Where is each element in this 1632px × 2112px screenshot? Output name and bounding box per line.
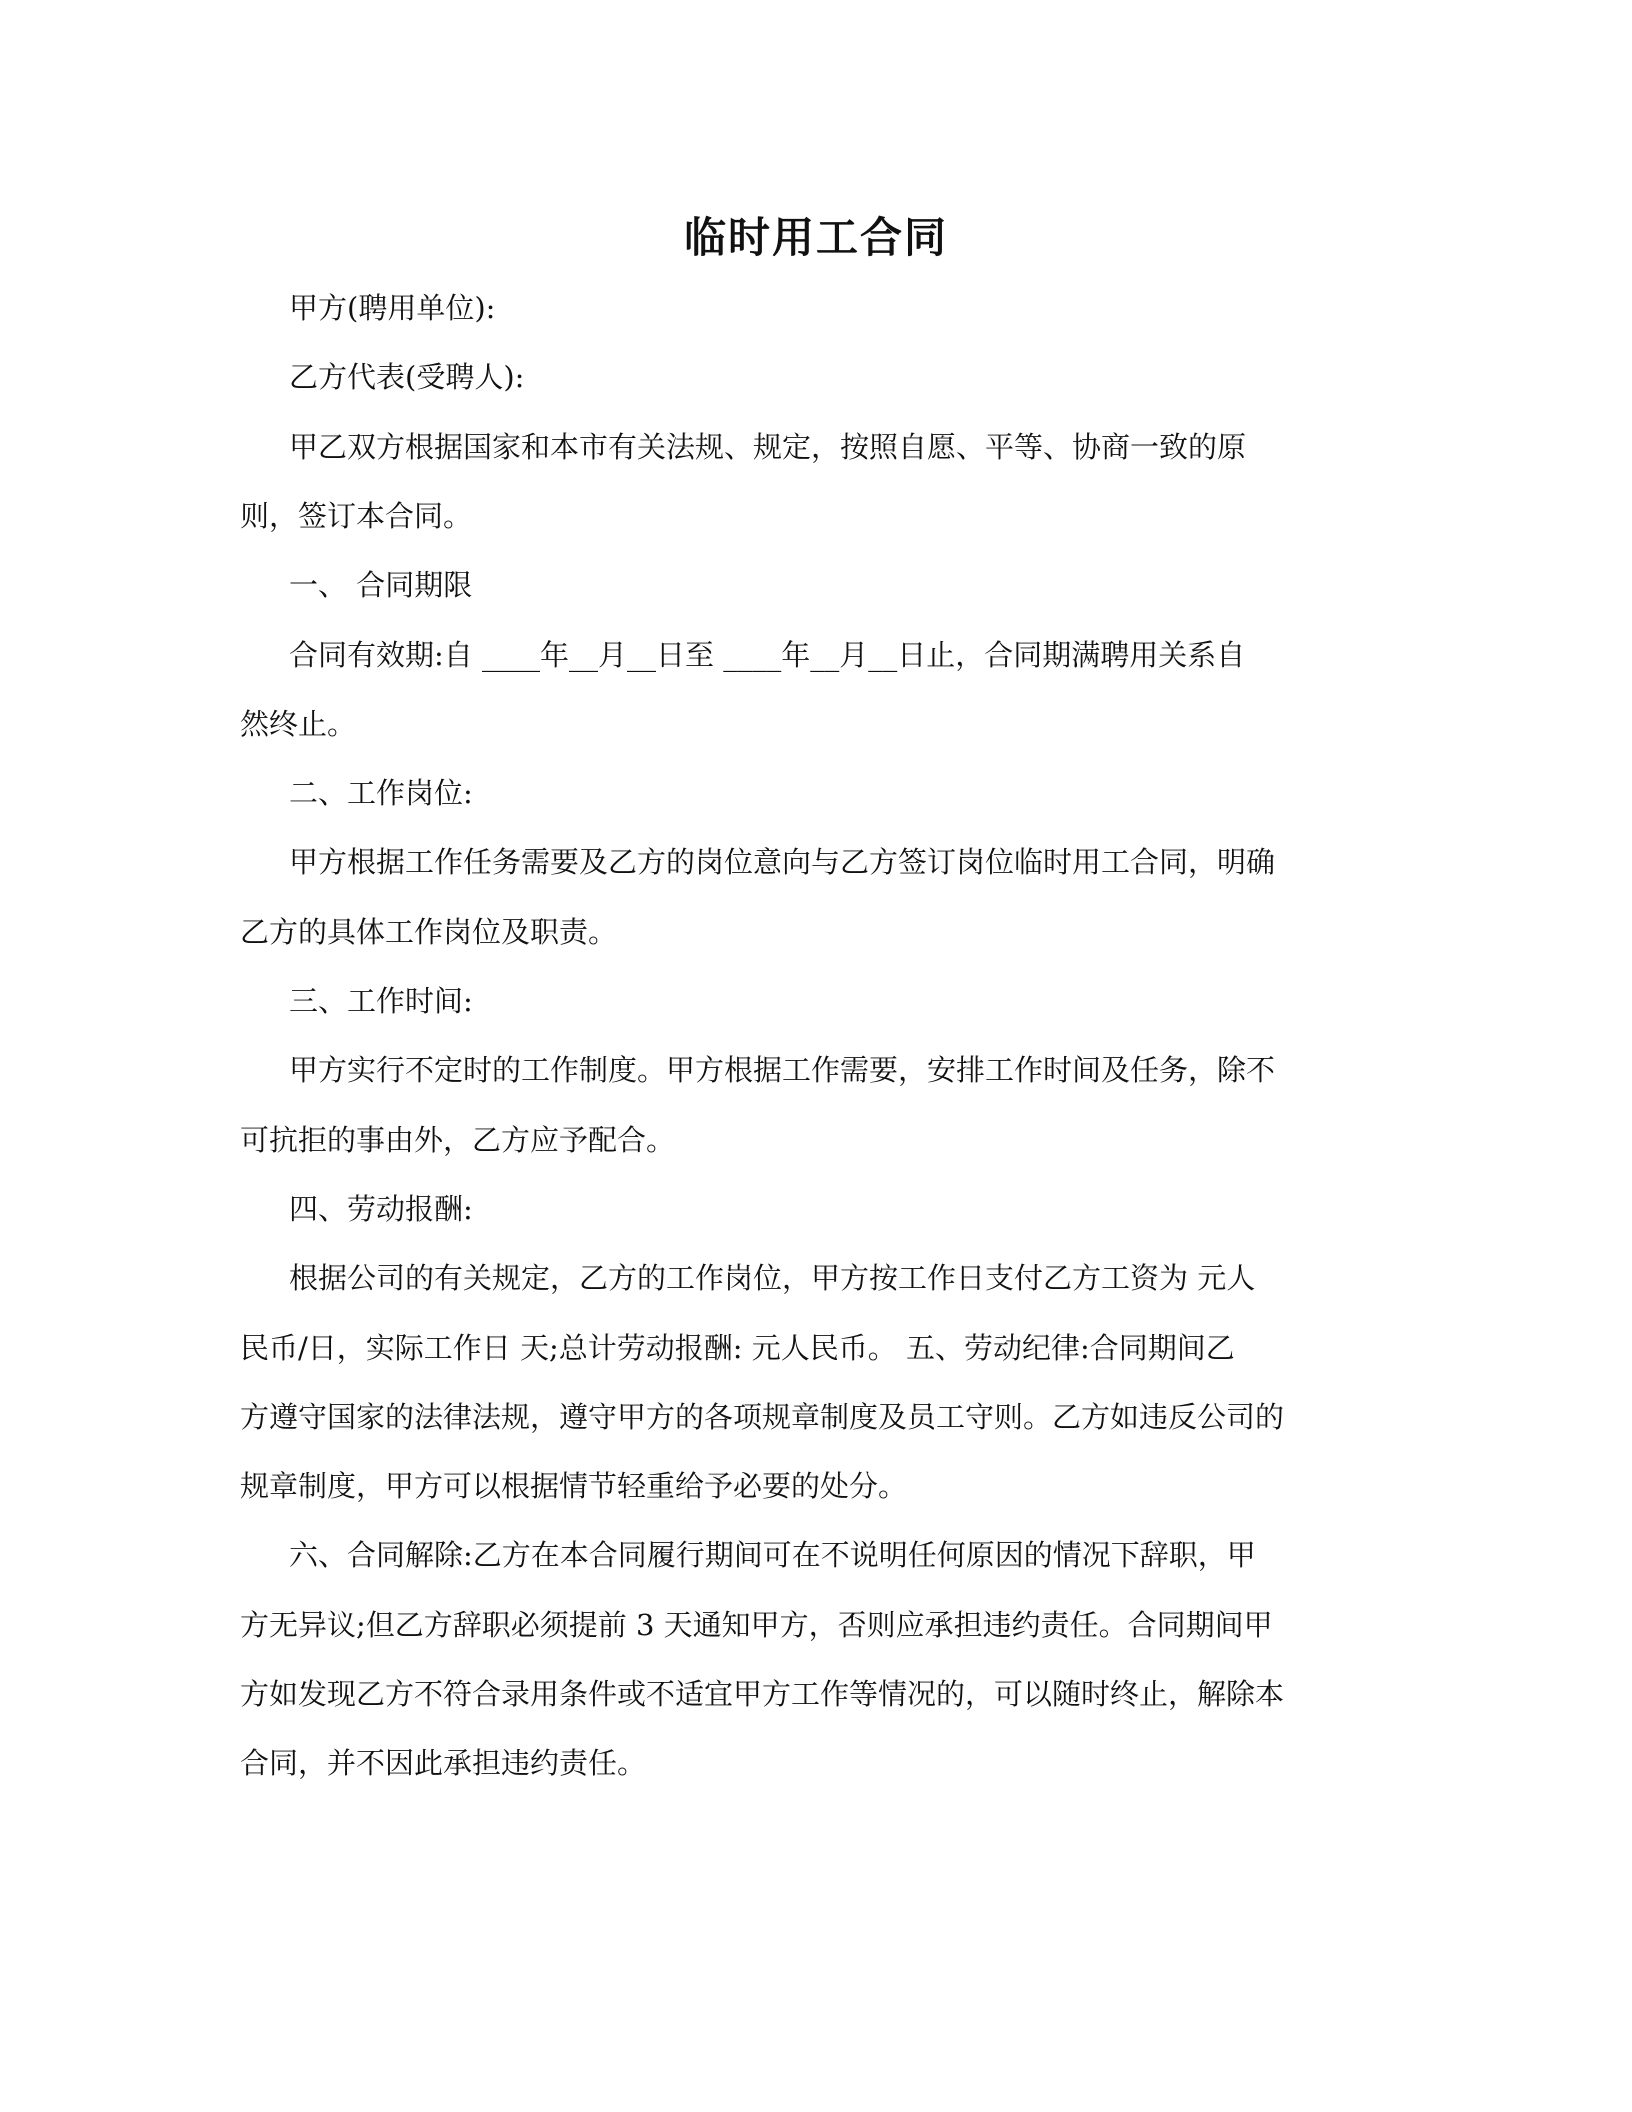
text-line: 甲乙双方根据国家和本市有关法规、规定，按照自愿、平等、协商一致的原 bbox=[289, 429, 1247, 464]
text-line: 合同，并不因此承担违约责任。 bbox=[240, 1746, 647, 1781]
text-line: 然终止。 bbox=[240, 706, 357, 741]
text-line: 规章制度，甲方可以根据情节轻重给予必要的处分。 bbox=[240, 1469, 908, 1504]
text-line: 甲方根据工作任务需要及乙方的岗位意向与乙方签订岗位临时用工合同，明确 bbox=[289, 845, 1276, 880]
text-line: 可抗拒的事由外，乙方应予配合。 bbox=[240, 1122, 676, 1157]
text-line: 根据公司的有关规定，乙方的工作岗位，甲方按工作日支付乙方工资为 元人 bbox=[289, 1261, 1256, 1296]
text-line: 甲方实行不定时的工作制度。甲方根据工作需要，安排工作时间及任务，除不 bbox=[289, 1053, 1276, 1088]
text-line: 方无异议;但乙方辞职必须提前 3 天通知甲方，否则应承担违约责任。合同期间甲 bbox=[240, 1607, 1273, 1642]
text-line: 六、合同解除:乙方在本合同履行期间可在不说明任何原因的情况下辞职，甲 bbox=[289, 1538, 1256, 1573]
text-line: 甲方(聘用单位): bbox=[289, 291, 496, 325]
text-line: 三、工作时间: bbox=[289, 984, 473, 1018]
document-title: 临时用工合同 bbox=[683, 213, 948, 262]
text-line: 方遵守国家的法律法规，遵守甲方的各项规章制度及员工守则。乙方如违反公司的 bbox=[240, 1399, 1285, 1434]
text-line: 方如发现乙方不符合录用条件或不适宜甲方工作等情况的，可以随时终止，解除本 bbox=[240, 1677, 1285, 1711]
text-line: 一、 合同期限 bbox=[289, 568, 473, 603]
text-line: 乙方的具体工作岗位及职责。 bbox=[240, 914, 618, 949]
text-line: 合同有效期:自 ____年__月__日至 ____年__月__日止，合同期满聘用关系自 bbox=[289, 637, 1246, 672]
text-line: 则，签订本合同。 bbox=[240, 498, 473, 533]
text-line: 四、劳动报酬: bbox=[289, 1191, 473, 1226]
text-line: 乙方代表(受聘人): bbox=[289, 360, 525, 395]
text-line: 民币/日，实际工作日 天;总计劳动报酬: 元人民币。 五、劳动纪律:合同期间乙 bbox=[240, 1330, 1235, 1365]
text-line: 二、工作岗位: bbox=[289, 776, 473, 811]
